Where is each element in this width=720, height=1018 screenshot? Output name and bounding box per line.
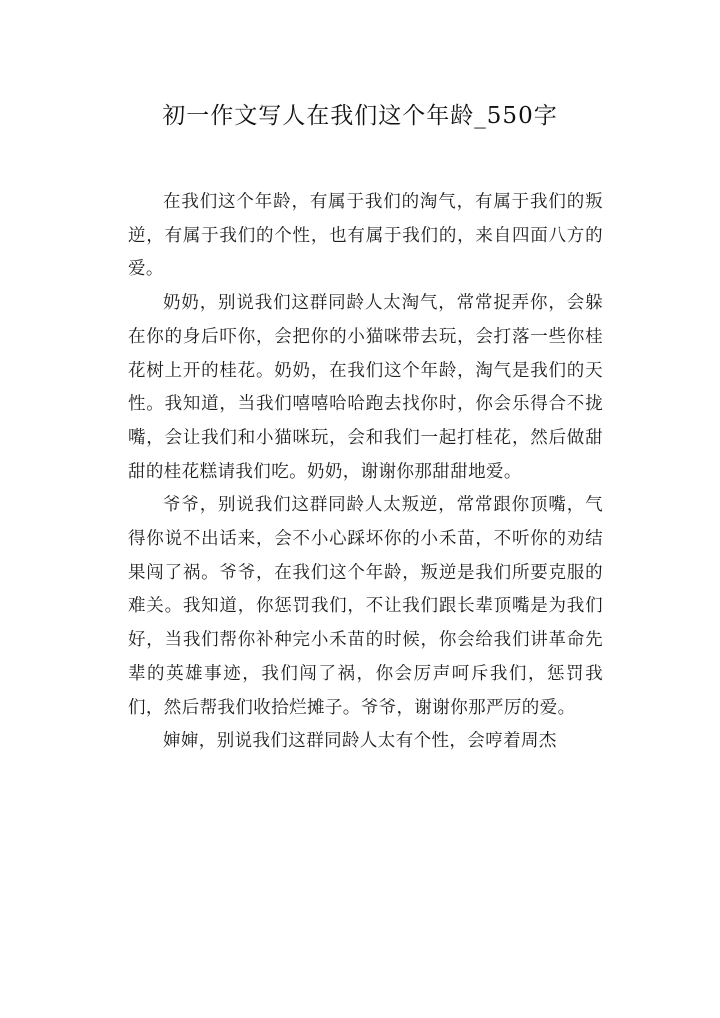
document-body [128,186,603,759]
paragraph-grandpa: 爷爷，别说我们这群同龄人太叛逆，常常跟你顶嘴，气得你说不出话来，会不小心踩坏你的小禾苗，不听你的劝结果闯了祸。爷爷，在我们这个年龄，叛逆是我们所要克服的难关。我知道，你惩罚我们，不让我们跟长辈顶嘴是为我们好，当我们帮你补种完小禾苗的时候，你会给我们讲革命先辈的英雄事迹，我们闯了祸，你会厉声呵斥我们，惩罚我们，然后帮我们收拾烂摊子。爷爷，谢谢你那严厉的爱。 [128,495,603,718]
paragraph-aunt: 婶婶，别说我们这群同龄人太有个性，会哼着周杰 [163,731,557,752]
paragraph-intro: 在我们这个年龄，有属于我们的淘气，有属于我们的叛逆，有属于我们的个性，也有属于我们的，来自四面八方的爱。 [128,192,603,280]
paragraph-grandma: 奶奶，别说我们这群同龄人太淘气，常常捉弄你，会躲在你的身后吓你，会把你的小猫咪带去玩，会打落一些你桂花树上开的桂花。奶奶，在我们这个年龄，淘气是我们的天性。我知道，当我们嘻嘻哈哈跑去找你时，你会乐得合不拢嘴，会让我们和小猫咪玩，会和我们一起打桂花，然后做甜甜的桂花糕请我们吃。奶奶，谢谢你那甜甜地爱。 [128,293,603,482]
document-title: 初一作文写人在我们这个年龄_550字 [162,103,558,129]
